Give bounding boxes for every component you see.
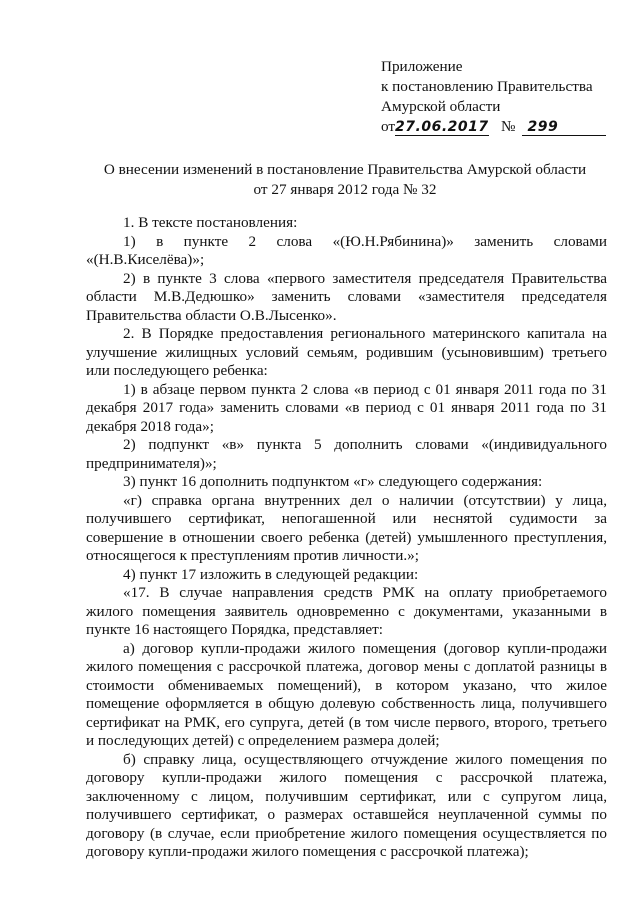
paragraph-5: 1) в абзаце первом пункта 2 слова «в период с 01 января 2011 года по 31 декабря 2017 года» заменить словами «в период с 01 января 2011 года по 31 декабря 2018 года»;	[86, 380, 607, 435]
date-prefix: от	[381, 118, 396, 135]
paragraph-1: 1. В тексте постановления:	[123, 214, 298, 231]
appendix-block	[381, 57, 621, 137]
paragraph-7: 3) пункт 16 дополнить подпунктом «г» следующего содержания:	[123, 473, 543, 490]
paragraph-3: 2) в пункте 3 слова «первого заместителя председателя Правительства области М.В.Дедюшко» заменить словами «заместителя председателя Правительства области О.В.Лысенко».	[86, 269, 607, 324]
paragraph-2: 1) в пункте 2 слова «(Ю.Н.Рябинина)» заменить словами «(Н.В.Киселёва)»;	[86, 232, 607, 268]
paragraph-11: а) договор купли-продажи жилого помещения (договор купли-продажи жилого помещения с рассрочкой платежа, договор мены с доплатой разницы в стоимости обмениваемых помещений), в котором указано, что жилое помещение оформляется в общую долевую собственность лица, получившего сертификат на РМК, его супруга, детей (в том числе первого, второго, третьего и последующих детей) с определением размера долей;	[86, 639, 607, 749]
title-line-2: от 27 января 2012 года № 32	[253, 181, 437, 198]
appendix-date-number-line	[381, 117, 621, 137]
document-body	[86, 214, 607, 862]
handwritten-date: 27.06.2017	[395, 119, 489, 135]
paragraph-8: «г) справка органа внутренних дел о наличии (отсутствии) у лица, получившего сертификат, непогашенной или неснятой судимости за совершение в отношении своего ребенка (детей) умышленного преступления, относящегося к преступлениям против личности.»;	[86, 491, 607, 564]
paragraph-9: 4) пункт 17 изложить в следующей редакции:	[123, 565, 419, 583]
appendix-heading: Приложение	[381, 58, 463, 75]
title-line-1: О внесении изменений в постановление Правительства Амурской области	[103, 161, 587, 178]
number-label: №	[501, 118, 516, 135]
paragraph-6: 2) подпункт «в» пункта 5 дополнить словами «(индивидуального предпринимателя)»;	[86, 436, 607, 472]
appendix-resolution-line: к постановлению Правительства	[381, 78, 593, 95]
handwritten-number: 299	[522, 119, 606, 136]
paragraph-10: «17. В случае направления средств РМК на оплату приобретаемого жилого помещения заявитель одновременно с документами, указанными в пункте 16 настоящего Порядка, представляет:	[86, 584, 607, 638]
paragraph-12: б) справку лица, осуществляющего отчуждение жилого помещения по договору купли-продажи жилого помещения с рассрочкой платежа, заключенному с лицом, получившим сертификат, или с супругом лица, получившего сертификат, о размерах оставшейся неуплаченной суммы по договору (в случае, если приобретение жилого помещения осуществляется по договору купли-продажи жилого помещения с рассрочкой платежа);	[86, 750, 607, 860]
appendix-region-line: Амурской области	[381, 98, 501, 115]
document-title	[80, 160, 610, 200]
paragraph-4: 2. В Порядке предоставления регионального материнского капитала на улучшение жилищных условий семьям, родившим (усыновившим) третьего или последующего ребенка:	[86, 325, 607, 379]
